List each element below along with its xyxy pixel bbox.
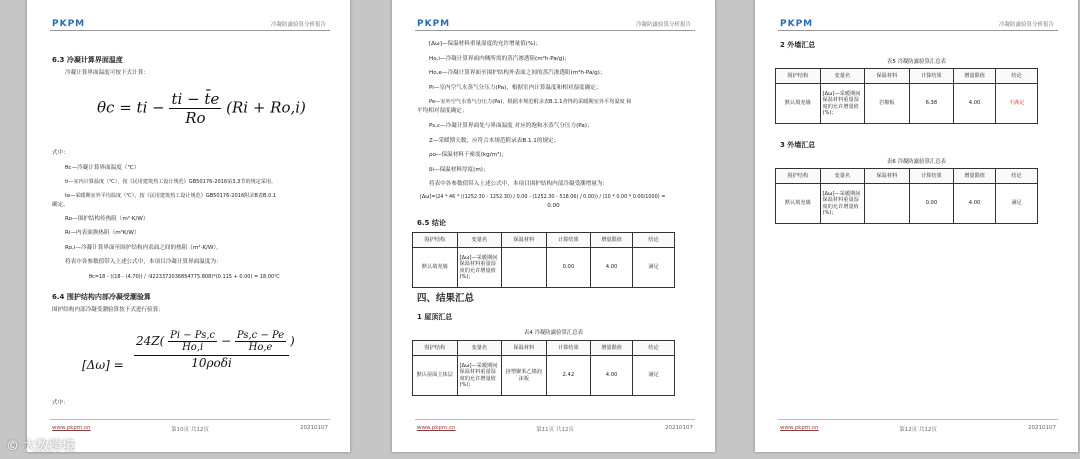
- conclusion-table: [412, 232, 675, 288]
- def-line: 将表中各参数值带入上述公式中，本项目围护结构内部冷凝受潮增量为：: [429, 181, 609, 187]
- footer-date: 20210107: [300, 425, 328, 431]
- moisture-calc-result: 0.00: [547, 203, 560, 209]
- pkpm-logo: PKPM: [780, 19, 814, 29]
- eq1-numerator: ti − t̄e: [171, 90, 220, 108]
- table-cell: [Δω]—采暖期间保温材料重量湿度的允许增量值(%)；: [820, 84, 865, 124]
- def-line: θc—冷凝计算界面温度（℃）: [65, 165, 140, 171]
- table-cell: 默认填充墙: [776, 184, 821, 224]
- table-header-row: [776, 169, 1038, 184]
- roof-summary-title: 1 屋顶汇总: [417, 313, 453, 321]
- table-cell: 挤塑聚苯乙烯泡沫板: [502, 356, 547, 396]
- where-label-2: 式中：: [52, 400, 69, 406]
- footer-website-link[interactable]: www.pkpm.cn: [417, 425, 456, 431]
- def-line: Ri—内表面换热阻（m²K/W）: [65, 230, 140, 236]
- def-line: Pe—室外空气水蒸气分压力(Pa)，根据本规范附录表B.1.1查得的采暖期室外平均温度 和: [429, 99, 632, 105]
- table-cell: [Δω]—采暖期间保温材料重量湿度的允许增量值(%)；: [820, 184, 865, 224]
- watermark: [6, 435, 79, 455]
- def-line: ti—室内计算温度（℃），按《民用建筑热工设计规范》GB50176-2016第3.3节的规定采用。: [65, 179, 277, 185]
- table-cell: [865, 184, 910, 224]
- header-divider: [50, 30, 330, 31]
- table-header-row: [413, 341, 675, 356]
- table-header: 围护结构: [776, 169, 821, 184]
- def-line: Z—采暖期天数，应符合本规范附录表B.1.1的规定；: [429, 138, 560, 144]
- table-header: 变量名: [820, 169, 865, 184]
- table-header: 计算结果: [546, 341, 591, 356]
- table-header: 围护结构: [776, 69, 821, 84]
- eq1-denominator: Ro: [185, 109, 206, 127]
- table-cell: 2.42: [546, 356, 591, 396]
- table-cell: 6.38: [909, 84, 954, 124]
- table-header: 计算结果: [909, 69, 954, 84]
- table-cell: 满足: [633, 248, 675, 288]
- table-header: 增量限值: [954, 169, 996, 184]
- table-header: 结论: [996, 169, 1038, 184]
- pkpm-logo: PKPM: [52, 19, 86, 29]
- status-not-satisfied: 不满足: [996, 84, 1038, 124]
- def-line: Ro,i—冷凝计算界面至围护结构内表面之间的热阻（m²·K/W）。: [65, 245, 222, 251]
- report-page-10: [27, 0, 350, 452]
- header-divider: [415, 30, 695, 31]
- def-line: [Δω]—保温材料重量湿度的允许增量值(%)；: [429, 41, 542, 47]
- eq2-frac1-num: Pi − Ps,c: [170, 330, 216, 341]
- table-header: 围护结构: [413, 233, 458, 248]
- table-cell: 默认填充墙: [776, 84, 821, 124]
- watermark-text: 大数跨境: [23, 439, 76, 454]
- eq2-k: 24Z(: [136, 334, 165, 348]
- section-6-4-intro: 围护结构内部冷凝受潮验算按下式进行验算：: [52, 307, 164, 313]
- header-title: 冷凝防露验算分析报告: [635, 22, 691, 28]
- interface-temperature-result: θc=18 - ((18 - (4.70)) / -9223372036854775.808)*(0.115 + 0.00) = 18.00℃: [89, 274, 280, 280]
- table-header: 围护结构: [413, 341, 458, 356]
- section-6-5-title: 6.5 结论: [417, 219, 446, 227]
- table-header: 增量限值: [954, 69, 996, 84]
- table-cell: 4.00: [954, 184, 996, 224]
- eq1-rest: (Ri + Ro,i): [226, 98, 306, 117]
- table-5-caption: 表5 冷凝防露验算汇总表: [886, 59, 947, 65]
- section-6-4-title: 6.4 围护结构内部冷凝受潮验算: [52, 293, 151, 301]
- table-row: [776, 184, 1038, 224]
- table-header: 保温材料: [865, 69, 910, 84]
- def-line: 平均相对湿度确定；: [417, 108, 468, 114]
- table-6-caption: 表6 冷凝防露验算汇总表: [886, 159, 947, 165]
- def-line: 确定。: [52, 202, 69, 208]
- header-title: 冷凝防露验算分析报告: [270, 22, 326, 28]
- section-6-3-title: 6.3 冷凝计算界面温度: [52, 56, 123, 64]
- table-header: 结论: [996, 69, 1038, 84]
- table-header: 变量名: [457, 233, 502, 248]
- table-header: 增量限值: [591, 233, 633, 248]
- watermark-icon: ©: [6, 439, 19, 454]
- report-page-11: [392, 0, 715, 452]
- footer-page-number: 第10页 共12页: [171, 427, 209, 433]
- def-line: 将表中各参数值带入上述公式中，本项目冷凝计算界面温度为：: [65, 259, 222, 265]
- moisture-calc-formula: [Δω]=(24 * 46 * ((1252.30 - 1252.30) / 0.00 - (1252.30 - 518.06) / 0.00)) / (10 * 0.00 * 0.00/1000) =: [420, 194, 666, 200]
- footer-date: 20210107: [1028, 425, 1056, 431]
- table-header: 保温材料: [502, 233, 547, 248]
- header-title: 冷凝防露验算分析报告: [998, 22, 1054, 28]
- def-line: δi—保温材料厚度(m)；: [429, 167, 489, 173]
- eq2-close: ): [290, 334, 295, 348]
- eq1-lhs: θc = ti −: [97, 98, 165, 117]
- table-cell: 4.00: [591, 248, 633, 288]
- table-header: 增量限值: [591, 341, 633, 356]
- def-line: ρo—保温材料干密度(kg/m³)；: [429, 152, 508, 158]
- table-header: 计算结果: [546, 233, 591, 248]
- eq2-frac2-num: Ps,c − Pe: [236, 330, 285, 341]
- eq1-fraction: [169, 90, 221, 127]
- table-cell: 4.00: [591, 356, 633, 396]
- table-cell: 0.00: [909, 184, 954, 224]
- def-line: te—采暖期室外平均温度（℃），按《民用建筑热工设计规范》GB50176-2016附录B表B.0.1: [65, 193, 277, 199]
- table-cell: 岩棉板: [865, 84, 910, 124]
- pkpm-logo: PKPM: [417, 19, 451, 29]
- equation-interface-temperature: [97, 90, 306, 127]
- eq2-lhs: [Δω] =: [82, 358, 124, 372]
- section-4-title: 四、结果汇总: [417, 293, 475, 304]
- report-page-12: [755, 0, 1078, 452]
- eq2-frac2-den: Ho,e: [248, 342, 273, 353]
- eq2-frac1-den: Ho,i: [182, 342, 204, 353]
- def-line: Ho,i—冷凝计算界面内侧所需的蒸汽渗透阻(m²h·Pa/g)；: [429, 56, 571, 62]
- table-header: 保温材料: [502, 341, 547, 356]
- table-cell: [Δω]—采暖期间保温材料重量湿度的允许增量值(%)；: [457, 248, 502, 288]
- wall-summary-table-2: [775, 168, 1038, 224]
- section-6-3-intro: 冷凝计算界面温度可按下式计算：: [65, 70, 149, 76]
- table-cell: 0.00: [546, 248, 591, 288]
- def-line: Ps,c—冷凝计算界面处与界面温度 对应的饱和水蒸气分压力(Pa)；: [429, 123, 593, 129]
- table-header: 变量名: [457, 341, 502, 356]
- footer-page-number: 第12页 共12页: [899, 427, 937, 433]
- table-header-row: [776, 69, 1038, 84]
- table-row: [413, 356, 675, 396]
- table-header: 保温材料: [865, 169, 910, 184]
- eq2-numerator: 24Z( $\frac{Pi - Ps,c}{Ho,i}$ − $\frac{Ps,c - Pe}{Ho,e}$ ): [134, 330, 289, 356]
- eq2-fraction: [134, 330, 295, 370]
- def-line: Pi—室内空气水蒸气分压力(Pa)，根据室内计算温度和相对湿度确定；: [429, 85, 602, 91]
- page-footer: [778, 419, 1058, 434]
- def-line: Ro—围护结构传热阻（m²·K/W）: [65, 216, 149, 222]
- table-cell: 默认填充墙: [413, 248, 458, 288]
- table-4-caption: 表4 冷凝防露验算汇总表: [523, 330, 584, 336]
- table-cell: 4.00: [954, 84, 996, 124]
- table-header: 结论: [633, 233, 675, 248]
- wall-summary-title-2: 3 外墙汇总: [780, 141, 816, 149]
- table-header: 结论: [633, 341, 675, 356]
- def-line: Ho,e—冷凝计算界面至围护结构外表面之间的蒸汽渗透阻(m²h·Pa/g)；: [429, 70, 606, 76]
- footer-website-link[interactable]: www.pkpm.cn: [780, 425, 819, 431]
- table-cell: [Δω]—采暖期间保温材料重量湿度的允许增量值(%)；: [457, 356, 502, 396]
- page-footer: [415, 419, 695, 434]
- where-label: 式中：: [52, 150, 69, 156]
- table-row: [413, 248, 675, 288]
- eq2-denominator: 10ρoδi: [191, 356, 232, 370]
- wall-summary-table: [775, 68, 1038, 124]
- table-header: 计算结果: [909, 169, 954, 184]
- table-header-row: [413, 233, 675, 248]
- roof-summary-table: [412, 340, 675, 396]
- header-divider: [778, 30, 1058, 31]
- footer-website-link[interactable]: www.pkpm.cn: [52, 425, 91, 431]
- table-cell: [502, 248, 547, 288]
- footer-page-number: 第11页 共12页: [536, 427, 574, 433]
- table-row: [776, 84, 1038, 124]
- footer-date: 20210107: [665, 425, 693, 431]
- table-header: 变量名: [820, 69, 865, 84]
- eq2-frac2: [235, 330, 286, 353]
- eq2-frac1: [168, 330, 217, 353]
- table-cell: 满足: [633, 356, 675, 396]
- table-cell: 满足: [996, 184, 1038, 224]
- page-footer: [50, 419, 330, 434]
- wall-summary-title: 2 外墙汇总: [780, 41, 816, 49]
- table-cell: 默认屋面主体层: [413, 356, 458, 396]
